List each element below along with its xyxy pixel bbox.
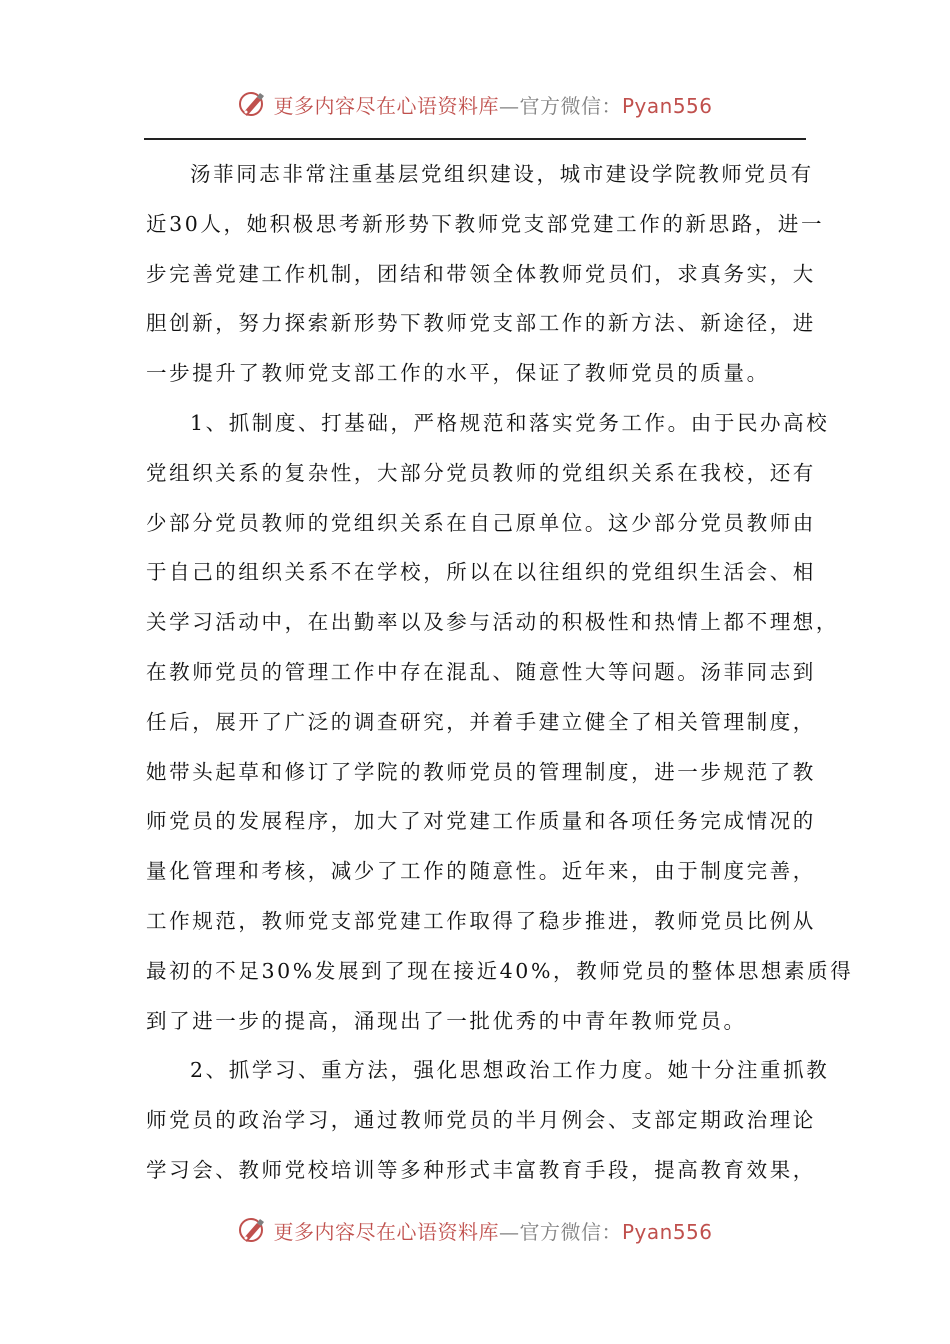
body-line: 步完善党建工作机制，团结和带领全体教师党员们，求真务实，大 bbox=[146, 261, 816, 286]
document-body bbox=[146, 150, 854, 1196]
header-brand: 更多内容尽在心语资料库 bbox=[273, 93, 499, 118]
pen-logo-icon bbox=[237, 89, 267, 119]
pen-logo-icon bbox=[237, 1215, 267, 1245]
footer-banner bbox=[0, 1210, 950, 1250]
header-dash: — bbox=[498, 93, 520, 118]
body-line: 2、抓学习、重方法，强化思想政治工作力度。她十分注重抓教 bbox=[190, 1058, 830, 1083]
body-line: 师党员的政治学习，通过教师党员的半月例会、支部定期政治理论 bbox=[146, 1108, 816, 1133]
header-wechat-id: Pyan556 bbox=[621, 93, 713, 118]
body-line: 最初的不足30%发展到了现在接近40%，教师党员的整体思想素质得 bbox=[146, 958, 854, 983]
footer-text bbox=[273, 1216, 712, 1245]
body-line: 胆创新，努力探索新形势下教师党支部工作的新方法、新途径，进 bbox=[146, 311, 816, 336]
body-line: 师党员的发展程序，加大了对党建工作质量和各项任务完成情况的 bbox=[146, 809, 816, 834]
footer-wechat-label: 官方微信： bbox=[519, 1219, 622, 1244]
body-line: 于自己的组织关系不在学校，所以在以往组织的党组织生活会、相 bbox=[146, 560, 816, 585]
body-line: 量化管理和考核，减少了工作的随意性。近年来，由于制度完善， bbox=[146, 859, 816, 884]
body-line: 1、抓制度、打基础，严格规范和落实党务工作。由于民办高校 bbox=[190, 410, 830, 435]
header-divider bbox=[144, 138, 806, 140]
body-line: 任后，展开了广泛的调查研究，并着手建立健全了相关管理制度， bbox=[146, 709, 816, 734]
body-line: 汤菲同志非常注重基层党组织建设，城市建设学院教师党员有 bbox=[190, 162, 814, 186]
body-line: 到了进一步的提高，涌现出了一批优秀的中青年教师党员。 bbox=[146, 1008, 747, 1033]
header-text bbox=[273, 90, 712, 119]
header-wechat-label: 官方微信： bbox=[519, 93, 622, 118]
body-line: 学习会、教师党校培训等多种形式丰富教育手段，提高教育效果， bbox=[146, 1157, 816, 1182]
body-line: 少部分党员教师的党组织关系在自己原单位。这少部分党员教师由 bbox=[146, 510, 816, 535]
footer-wechat-id: Pyan556 bbox=[621, 1219, 713, 1244]
header-banner bbox=[0, 84, 950, 124]
body-line: 一步提升了教师党支部工作的水平，保证了教师党员的质量。 bbox=[146, 361, 770, 386]
footer-brand: 更多内容尽在心语资料库 bbox=[273, 1219, 499, 1244]
body-line: 近30人，她积极思考新形势下教师党支部党建工作的新思路，进一 bbox=[146, 211, 825, 236]
body-line: 党组织关系的复杂性，大部分党员教师的党组织关系在我校，还有 bbox=[146, 460, 816, 485]
body-line: 关学习活动中，在出勤率以及参与活动的积极性和热情上都不理想， bbox=[146, 610, 839, 635]
body-line: 工作规范，教师党支部党建工作取得了稳步推进，教师党员比例从 bbox=[146, 908, 816, 933]
body-line: 她带头起草和修订了学院的教师党员的管理制度，进一步规范了教 bbox=[146, 759, 816, 784]
footer-dash: — bbox=[498, 1219, 520, 1244]
body-line: 在教师党员的管理工作中存在混乱、随意性大等问题。汤菲同志到 bbox=[146, 659, 816, 684]
